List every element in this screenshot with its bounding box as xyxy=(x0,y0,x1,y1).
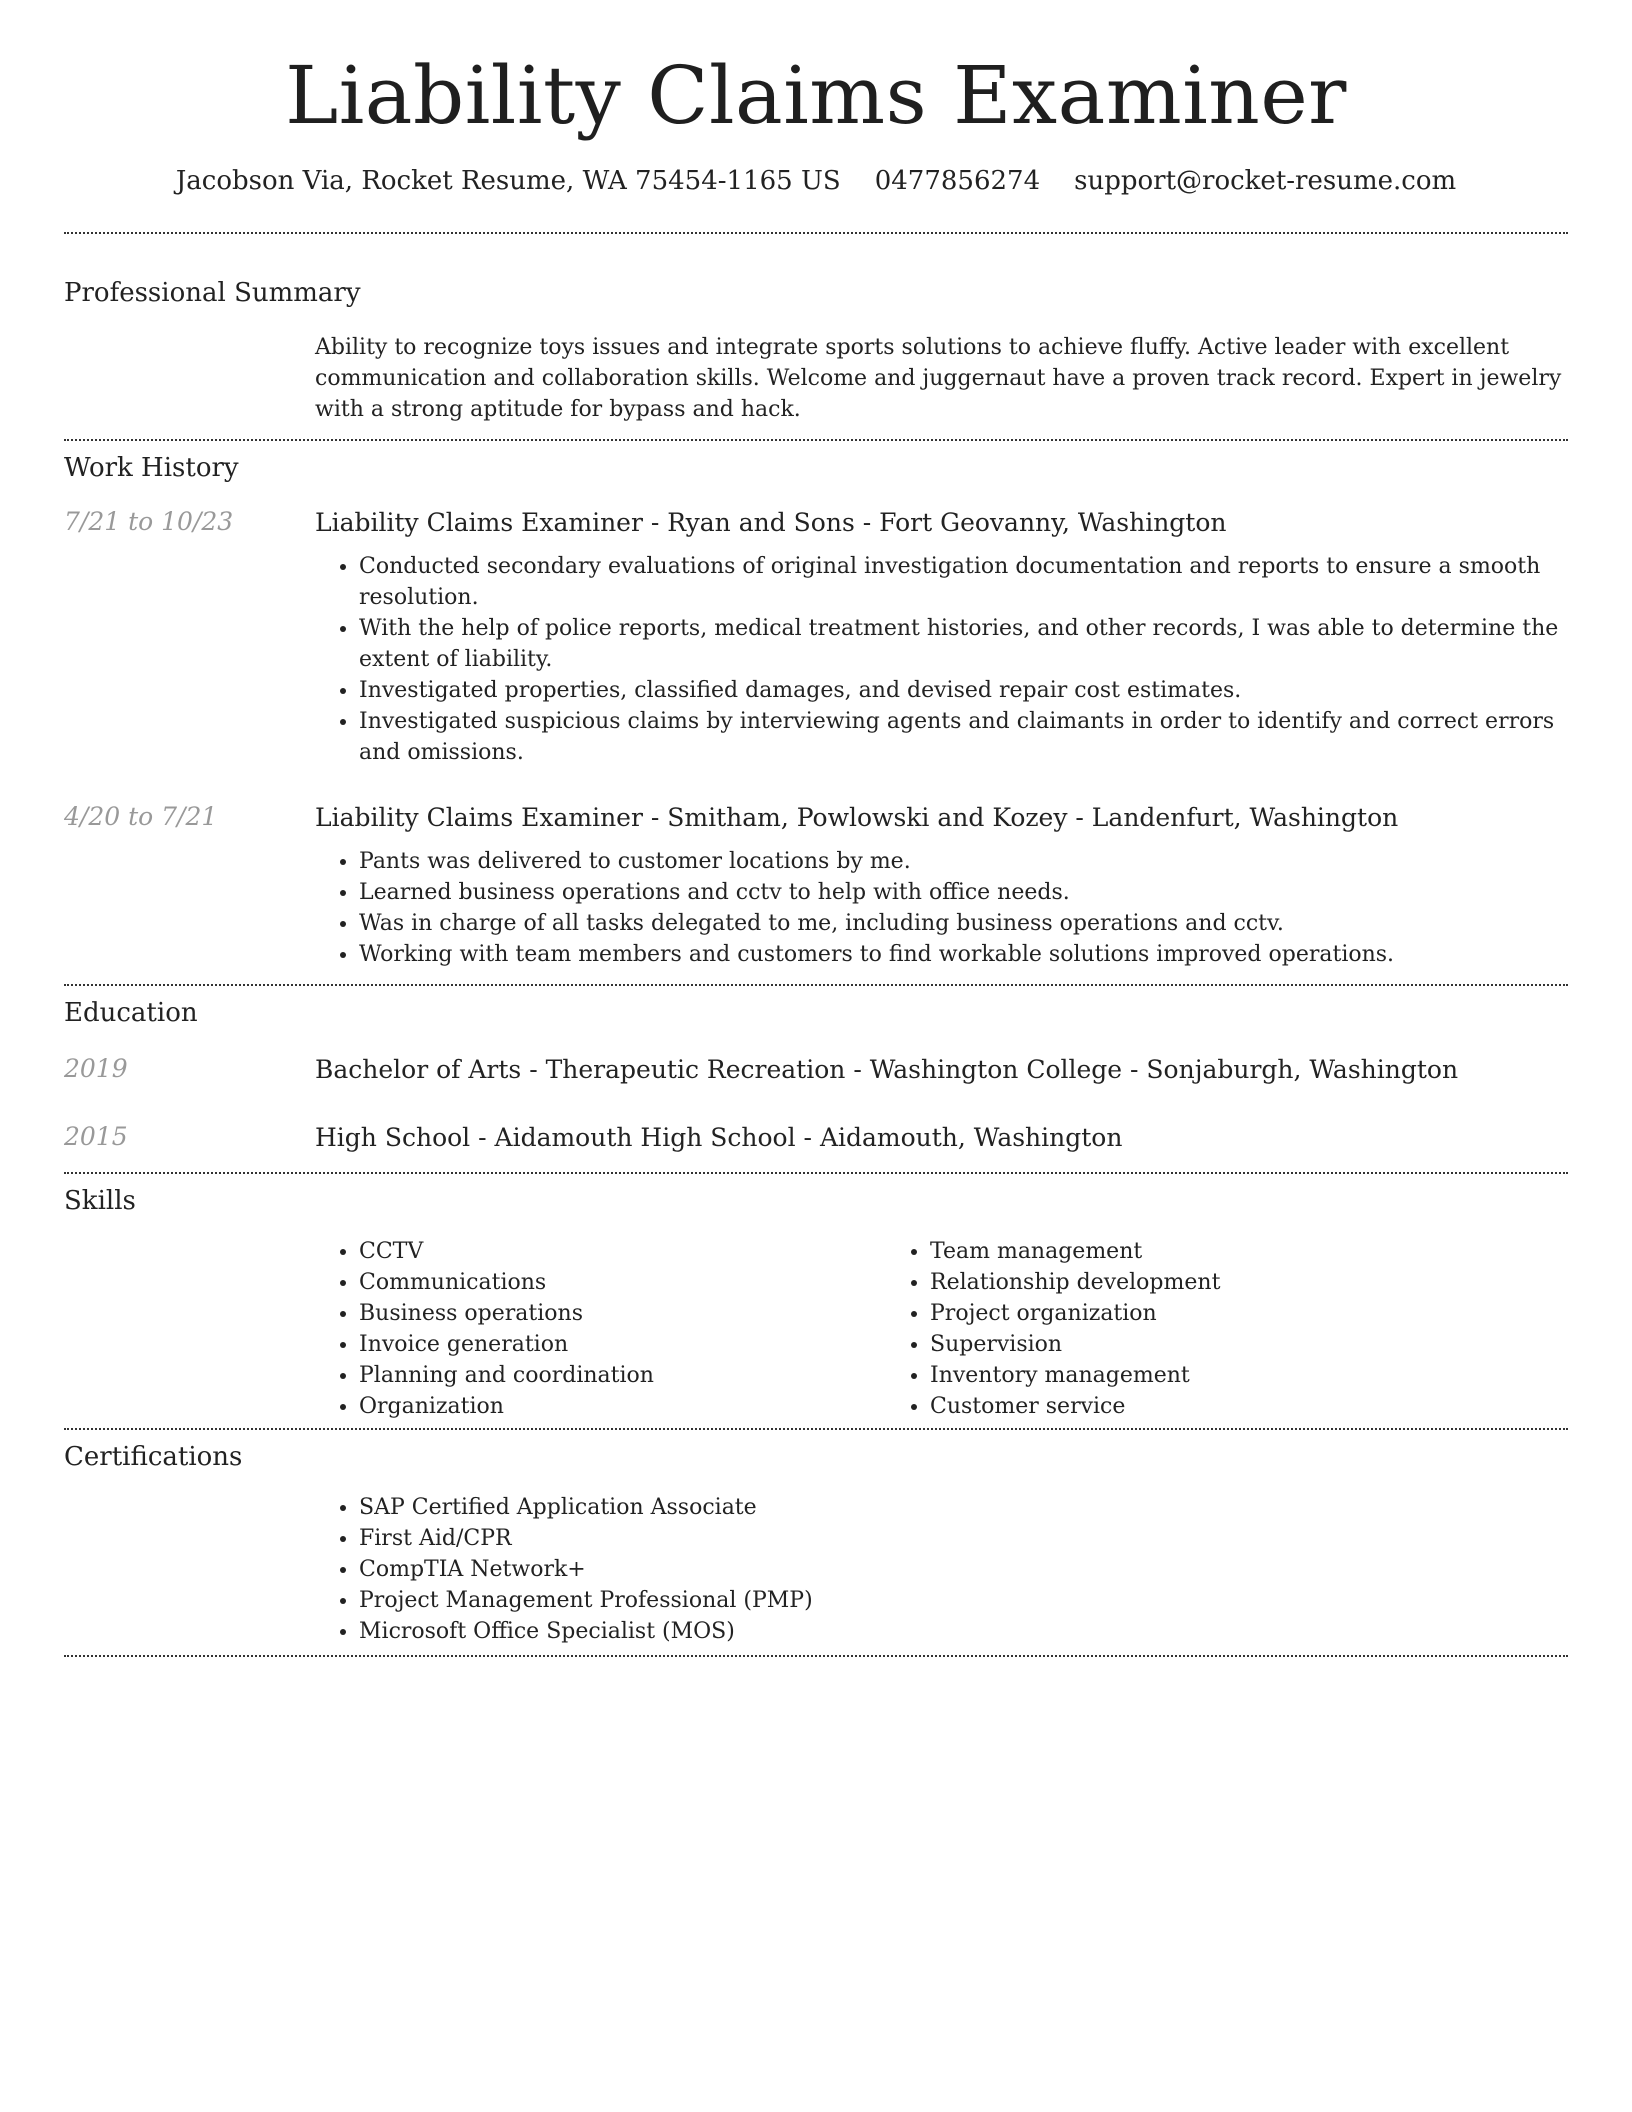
summary-heading: Professional Summary xyxy=(64,278,361,308)
work-heading: Work History xyxy=(64,453,239,483)
list-item: • Communications xyxy=(359,1267,886,1298)
list-item: • Inventory management xyxy=(930,1360,1457,1391)
list-item: • Microsoft Office Specialist (MOS) xyxy=(359,1616,1568,1647)
list-item: • Pants was delivered to customer locations by me. xyxy=(359,846,1568,877)
summary-section xyxy=(64,234,1568,439)
skills-heading: Skills xyxy=(64,1186,136,1216)
list-item: • With the help of police reports, medical treatment histories, and other records, I was able to determine the extent of liability. xyxy=(359,613,1568,675)
skills-list-right xyxy=(886,1236,1457,1422)
candidate-name: Liability Claims Examiner xyxy=(285,49,1347,142)
contact-email: support@rocket-resume.com xyxy=(1074,166,1457,196)
list-item: • Relationship development xyxy=(930,1267,1457,1298)
certifications-heading: Certifications xyxy=(64,1442,243,1472)
work-heading-line: Liability Claims Examiner - Smitham, Powlowski and Kozey - Landenfurt, Washington xyxy=(315,803,1399,832)
education-section xyxy=(64,986,1568,1172)
summary-row xyxy=(64,332,1568,439)
work-dates: 4/20 to 7/21 xyxy=(64,802,218,831)
work-bullets xyxy=(315,551,1568,768)
education-entry xyxy=(64,1054,1568,1086)
certifications-list xyxy=(315,1492,1568,1647)
list-item: • First Aid/CPR xyxy=(359,1523,1568,1554)
list-item: • CompTIA Network+ xyxy=(359,1554,1568,1585)
certifications-row xyxy=(64,1492,1568,1655)
work-entry xyxy=(64,802,1568,984)
work-details xyxy=(315,507,1568,768)
summary-text: Ability to recognize toys issues and integrate sports solutions to achieve fluffy. Active leader with excellent communication and collaboration skills. Welcome and juggernaut have a proven track record. Expert in jewelry with a strong aptitude for bypass and hack. xyxy=(315,335,1562,422)
education-details: High School - Aidamouth High School - Aidamouth, Washington xyxy=(315,1123,1123,1152)
certifications-details xyxy=(315,1492,1568,1647)
list-item: • Planning and coordination xyxy=(359,1360,886,1391)
list-item: • Learned business operations and cctv to help with office needs. xyxy=(359,877,1568,908)
work-dates: 7/21 to 10/23 xyxy=(64,507,234,536)
list-item: • CCTV xyxy=(359,1236,886,1267)
education-year: 2019 xyxy=(64,1054,128,1083)
contact-line xyxy=(64,166,1568,196)
skills-list-left xyxy=(315,1236,886,1422)
certifications-section xyxy=(64,1430,1568,1655)
education-entry xyxy=(64,1122,1568,1172)
list-item: • Supervision xyxy=(930,1329,1457,1360)
skills-columns xyxy=(315,1236,1568,1422)
education-details: Bachelor of Arts - Therapeutic Recreation - Washington College - Sonjaburgh, Washington xyxy=(315,1055,1459,1084)
list-item: • Team management xyxy=(930,1236,1457,1267)
divider xyxy=(64,1655,1568,1657)
list-item: • Was in charge of all tasks delegated to me, including business operations and cctv. xyxy=(359,908,1568,939)
contact-phone: 0477856274 xyxy=(874,166,1041,196)
skills-row xyxy=(64,1236,1568,1428)
list-item: • Invoice generation xyxy=(359,1329,886,1360)
work-bullets xyxy=(315,846,1568,970)
list-item: • Customer service xyxy=(930,1391,1457,1422)
work-entry xyxy=(64,507,1568,768)
list-item: • SAP Certified Application Associate xyxy=(359,1492,1568,1523)
resume-header xyxy=(64,0,1568,196)
list-item: • Business operations xyxy=(359,1298,886,1329)
list-item: • Project Management Professional (PMP) xyxy=(359,1585,1568,1616)
work-section xyxy=(64,441,1568,984)
education-heading: Education xyxy=(64,998,198,1028)
contact-address: Jacobson Via, Rocket Resume, WA 75454-1165 US xyxy=(175,166,841,196)
list-item: • Investigated suspicious claims by interviewing agents and claimants in order to identify and correct errors and omissions. xyxy=(359,706,1568,768)
work-heading-line: Liability Claims Examiner - Ryan and Sons - Fort Geovanny, Washington xyxy=(315,508,1227,537)
list-item: • Investigated properties, classified damages, and devised repair cost estimates. xyxy=(359,675,1568,706)
list-item: • Conducted secondary evaluations of original investigation documentation and reports to ensure a smooth resolution. xyxy=(359,551,1568,613)
skills-section xyxy=(64,1174,1568,1428)
list-item: • Working with team members and customers to find workable solutions improved operations. xyxy=(359,939,1568,970)
list-item: • Project organization xyxy=(930,1298,1457,1329)
work-details xyxy=(315,802,1568,970)
list-item: • Organization xyxy=(359,1391,886,1422)
education-year: 2015 xyxy=(64,1122,128,1151)
